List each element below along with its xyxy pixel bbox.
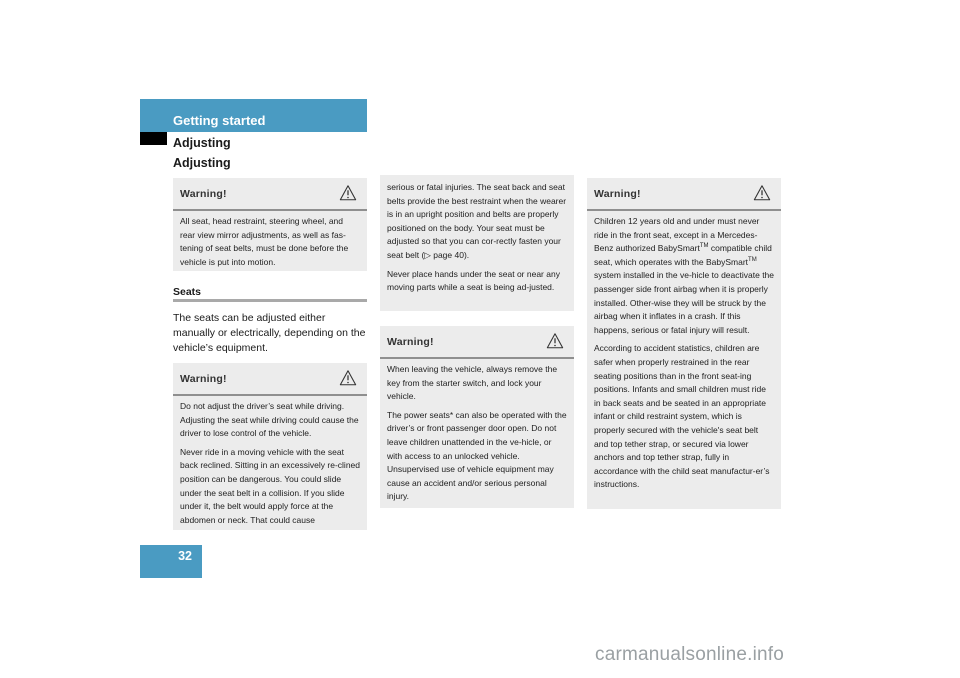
- warning-label: Warning!: [387, 336, 434, 348]
- warning-label: Warning!: [180, 373, 227, 385]
- warning-text: Never ride in a moving vehicle with the seat back reclined. Sitting in an excessively re-clined position can be dangerous. You could slide under the seat belt in a collision. If you slide under it, the belt would apply force at the abdomen or neck. That could cause: [180, 446, 361, 525]
- warning-triangle-icon: [339, 184, 357, 202]
- warning-text: The power seats* can also be operated with the driver’s or front passenger door open. Do not leave children unattended in the ve-hicle, or with access to an unlocked vehicle. Unsupervised use of vehicle equipment may cause an accident and/or serious personal injury.: [387, 409, 567, 502]
- warning-text: serious or fatal injuries. The seat back and seat belts provide the best restraint when the wearer is in an upright position and belts are properly positioned on the body. Your seat must be adjusted so that you can cor-rectly fasten your seat belt (▷ page 40).: [387, 182, 567, 260]
- warning-text: According to accident statistics, children are safer when properly restrained in the rear seating positions than in the front seat-ing positions. Infants and small children must ride in back seats and be seated in an appropriate infant or child restraint system, which is properly secured with the vehicle's seat belt and top tether strap, or secured via lower anchors and top tether strap, fully in accordance with the child seat manufactur-er’s instructions.: [594, 343, 770, 490]
- page-number: 32: [178, 549, 192, 563]
- subsection-title-2: Adjusting: [173, 156, 231, 170]
- warning-triangle-icon: [339, 369, 357, 387]
- section-marker: [140, 132, 167, 145]
- warning-label: Warning!: [594, 188, 641, 200]
- warning-text: [594, 215, 774, 337]
- warning-header: [173, 178, 367, 211]
- warning-box-2: [173, 363, 367, 530]
- subsection-title: Adjusting: [173, 136, 231, 150]
- warning-text: Never place hands under the seat or near any moving parts while a seat is being ad-justed.: [387, 268, 560, 293]
- heading-rule: [173, 299, 367, 302]
- warning-triangle-icon: [753, 184, 771, 202]
- warning-header: [380, 326, 574, 359]
- warning-continuation: [380, 175, 574, 311]
- warning-box-4: [587, 178, 781, 509]
- seats-body: The seats can be adjusted either manually or electrically, depending on the vehicle’s equipment.: [173, 312, 366, 354]
- warning-text: Do not adjust the driver’s seat while driving. Adjusting the seat while driving could cause the driver to lose control of the vehicle.: [180, 401, 359, 439]
- trademark-mark: TM: [748, 256, 757, 263]
- warning-header: [173, 363, 367, 396]
- warning-header: [587, 178, 781, 211]
- section-title: Getting started: [173, 113, 266, 128]
- warning-text: When leaving the vehicle, always remove the key from the starter switch, and lock your vehicle.: [387, 364, 558, 402]
- warning-text-part: Children 12 years old and under must never ride in the front seat, except in a Mercedes-Benz authorized BabySmart: [594, 216, 760, 254]
- seats-heading: Seats: [173, 286, 202, 298]
- warning-text: All seat, head restraint, steering wheel, and rear view mirror adjustments, as well as fas-tening of seat belts, must be done before the vehicle is put into motion.: [180, 216, 349, 267]
- warning-box-3: [380, 326, 574, 508]
- warning-text-part: system installed in the ve-hicle to deactivate the passenger side front airbag when it is properly installed. Other-wise they will be struck by the airbag when it inflates in a crash. If this happens, serious or fatal injury will result.: [594, 270, 775, 335]
- warning-label: Warning!: [180, 188, 227, 200]
- warning-text-part: compatible child seat, which operates with the BabySmart: [594, 243, 772, 267]
- warning-box-1: [173, 178, 367, 271]
- watermark-text: carmanualsonline.info: [595, 644, 785, 665]
- trademark-mark: TM: [699, 243, 709, 250]
- warning-triangle-icon: [546, 332, 564, 350]
